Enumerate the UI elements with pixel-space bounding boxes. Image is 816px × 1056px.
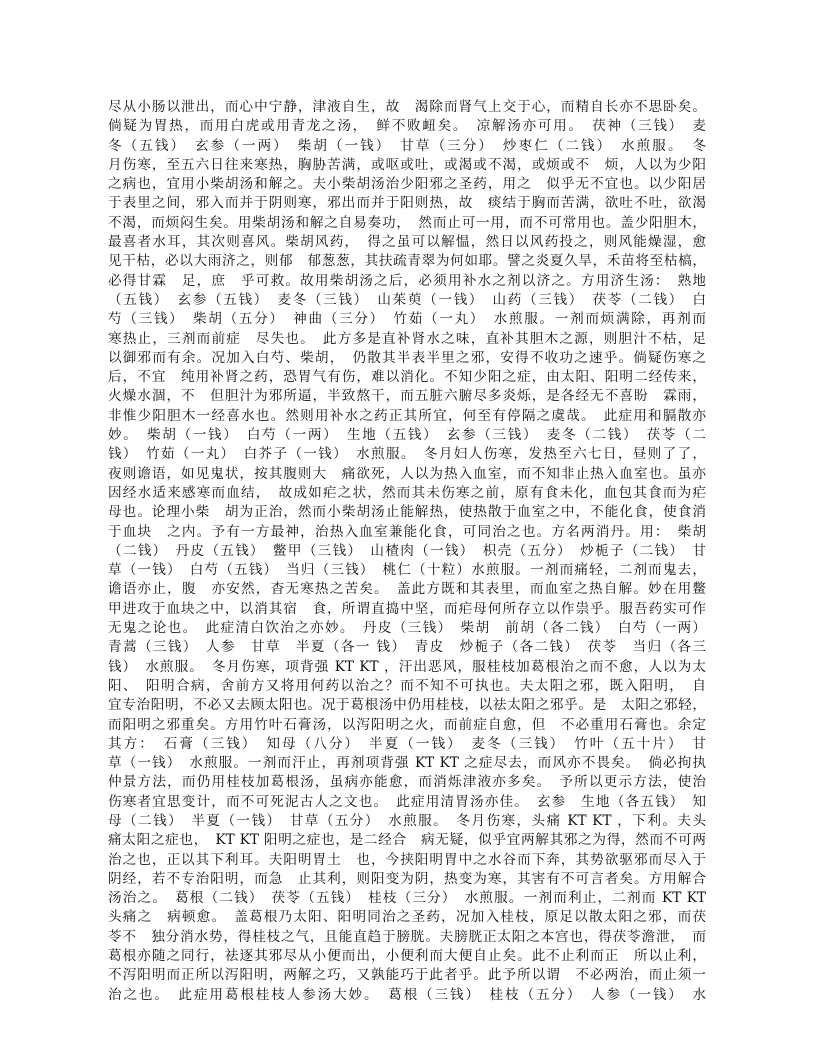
text-line: 苓不 独分消水势，得桂枝之气，且能直趋于膀胱。夫膀胱正太阳之本宫也，得茯苓澹泄， 而 <box>108 928 706 945</box>
text-line: 妙。 柴胡（一钱） 白芍（一两） 生地（五钱） 玄参（三钱） 麦冬（二钱） 茯苓（二 <box>108 427 706 444</box>
text-line: 草（一钱） 白芍（五钱） 当归（三钱） 桃仁（十粒）水煎服。一剂而痛轻，二剂而鬼去， <box>108 562 706 579</box>
text-line: 后，不宜 纯用补肾之药，恐胃气有伤，难以消化。不知少阳之症，由太阳、阳明二经传来， <box>108 369 706 386</box>
text-line: 葛根亦随之同行，祛逐其邪尽从小便而出，小便利而大便自止矣。此不止利而正 所以止利， <box>108 948 706 965</box>
text-line: 火燥水涸，不 但胆汁为邪所逼，半致熬干，而五脏六腑尽多炎烁，是各经无不喜盼 霖雨， <box>108 388 706 405</box>
text-line: 非惟少阳胆木一经喜水也。然则用补水之药正其所宜，何至有停隔之虞哉。 此症用和膈散亦 <box>108 407 706 424</box>
text-line: 阴经，若不专治阳明，而急 止其利，则阳变为阴，热变为寒，其害有不可言者矣。方用解合 <box>108 870 706 887</box>
text-line: 不泻阳明而正所以泻阳明，两解之巧，又孰能巧于此者乎。此予所以谓 不必两治，而止须一 <box>108 967 706 984</box>
text-line: 母也。论理小柴 胡为正治，然而小柴胡汤止能解热，使热散于血室之中，不能化食，使食消 <box>108 504 706 521</box>
text-line: 痛太阳之症也， KT KT 阳明之症也，是二经合 病无疑，似乎宜两解其邪之为得，然而不可两 <box>108 832 706 849</box>
text-line: 阳、 阳明合病，舍前方又将用何药以治之？而不知不可执也。夫太阳之邪，既入阳明， 自 <box>108 677 706 694</box>
text-line: （二钱） 丹皮（五钱） 鳖甲（三钱） 山楂肉（一钱） 枳壳（五分） 炒栀子（二钱） 甘 <box>108 542 706 559</box>
text-line: 钱） 竹茹（一丸） 白芥子（一钱） 水煎服。 冬月妇人伤寒，发热至六七日，昼则了了， <box>108 446 706 463</box>
text-line: 治之也。 此症用葛根桂枝人参汤大妙。 葛根（三钱） 桂枝（五分） 人参（一钱） 水 <box>108 986 706 1003</box>
text-line: 不渴，而烦闷生矣。用柴胡汤和解之自易奏功， 然而止可一用，而不可常用也。盖少阳胆木， <box>108 214 706 231</box>
text-line: 于表里之间，邪入而并于阴则寒，邪出而并于阳则热，故 痰结于胸而苦满，欲吐不吐，欲渴 <box>108 195 706 212</box>
text-line: 宜专治阳明，不必又去顾太阳也。况于葛根汤中仍用桂枝，以祛太阳之邪乎。是 太阳之邪轻， <box>108 697 706 714</box>
text-line: 甲进攻于血块之中，以消其宿 食，所谓直捣中坚，而疟母何所存立以作祟乎。服吾药实可作 <box>108 600 706 617</box>
text-line: 最喜者水耳，其次则喜风。柴胡风药， 得之虽可以解愠，然日以风药投之，则风能燥湿，愈 <box>108 234 706 251</box>
text-line: 而阳明之邪重矣。方用竹叶石膏汤，以泻阳明之火，而前症自愈，但 不必重用石膏也。余定 <box>108 716 706 733</box>
text-line: 无鬼之论也。 此症清白饮治之亦妙。 丹皮（三钱） 柴胡 前胡（各二钱） 白芍（一两） <box>108 620 706 637</box>
text-line: 草（一钱） 水煎服。一剂而汗止，再剂项背强 KT KT 之症尽去，而风亦不畏矣。 倘必拘执 <box>108 755 706 772</box>
text-line: 青蒿（三钱） 人参 甘草 半夏（各一 钱） 青皮 炒栀子（各二钱） 茯苓 当归（各三 <box>108 639 706 656</box>
text-line: 于血块 之内。予有一方最神，治热入血室兼能化食，可同治之也。方名两消丹。用： 柴胡 <box>108 523 706 540</box>
text-line: 伤寒者宜思变计，而不可死泥古人之文也。 此症用清胃汤亦佳。 玄参 生地（各五钱） 知 <box>108 793 706 810</box>
text-line: 夜则谵语，如见鬼状，按其腹则大 痛欲死，人以为热入血室，而不知非止热入血室也。虽亦 <box>108 465 706 482</box>
text-line: 钱） 水煎服。 冬月伤寒，项背强 KT KT ，汗出恶风，服桂枝加葛根治之而不愈，人以为太 <box>108 658 706 675</box>
document-page <box>108 98 706 1005</box>
text-line: 寒热止，三剂而前症 尽失也。 此方多是直补肾水之味，直补其胆木之源，则胆汁不枯，足 <box>108 330 706 347</box>
text-line: 倘疑为胃热，而用白虎或用青龙之汤， 鲜不败衄矣。 凉解汤亦可用。 茯神（三钱） 麦 <box>108 118 706 135</box>
text-line: 头痛之 病顿愈。 盖葛根乃太阳、阳明同治之圣药，况加入桂枝，原足以散太阳之邪，而茯 <box>108 909 706 926</box>
text-line: 仲景方法，而仍用桂枝加葛根汤，虽病亦能愈，而消烁津液亦多矣。 予所以更示方法，使治 <box>108 774 706 791</box>
text-line: 月伤寒，至五六日往来寒热，胸胁苦满，或呕或吐，或渴或不渴，或烦或不 烦，人以为少阳 <box>108 156 706 173</box>
text-line: 尽从小肠以泄出，而心中宁静，津液自生，故 渴除而肾气上交于心，而精自长亦不思卧矣。 <box>108 99 706 115</box>
text-line: 芍（三钱） 柴胡（五分） 神曲（三分） 竹茹（一丸） 水煎服。一剂而烦满除，再剂而 <box>108 311 706 328</box>
text-line: 母（二钱） 半夏（一钱） 甘草（五分） 水煎服。 冬月伤寒，头痛 KT KT ，下利。夫头 <box>108 812 706 829</box>
text-line: 因经水适来感寒而血结， 故成如疟之状，然而其未伤寒之前，原有食未化，血包其食而为疟 <box>108 484 706 501</box>
text-line: 见干枯，必以大雨济之，则郁 郁葱葱，其扶疏青翠为何如耶。譬之炎夏久旱，禾苗将至枯槁， <box>108 253 706 270</box>
text-line: 冬（五钱） 玄参（一两） 柴胡（一钱） 甘草（三分） 炒枣仁（二钱） 水煎服。 冬 <box>108 137 706 154</box>
text-line: 以御邪而有余。况加入白芍、柴胡， 仍散其半表半里之邪，安得不收功之速乎。倘疑伤寒之 <box>108 349 706 366</box>
text-line: 其方： 石膏（三钱） 知母（八分） 半夏（一钱） 麦冬（三钱） 竹叶（五十片） 甘 <box>108 735 706 752</box>
text-line: 谵语亦止，腹 亦安然，杳无寒热之苦矣。 盖此方既和其表里，而血室之热自解。妙在用鳖 <box>108 581 706 598</box>
text-line: 之病也，宜用小柴胡汤和解之。夫小柴胡汤治少阳邪之圣药，用之 似乎无不宜也。以少阳居 <box>108 176 706 193</box>
text-line: 汤治之。 葛根（二钱） 茯苓（五钱） 桂枝（三分） 水煎服。一剂而利止，二剂而 KT KT <box>108 890 706 907</box>
text-line: （五钱） 玄参（五钱） 麦冬（三钱） 山茱萸（一钱） 山药（三钱） 茯苓（二钱） 白 <box>108 291 706 308</box>
text-line: 必得甘霖 足，庶 乎可救。故用柴胡汤之后，必须用补水之剂以济之。方用济生汤： 熟地 <box>108 272 706 289</box>
text-line: 治之也，正以其下利耳。夫阳明胃土 也，今挟阳明胃中之水谷而下奔，其势欲驱邪而尽入于 <box>108 851 706 868</box>
